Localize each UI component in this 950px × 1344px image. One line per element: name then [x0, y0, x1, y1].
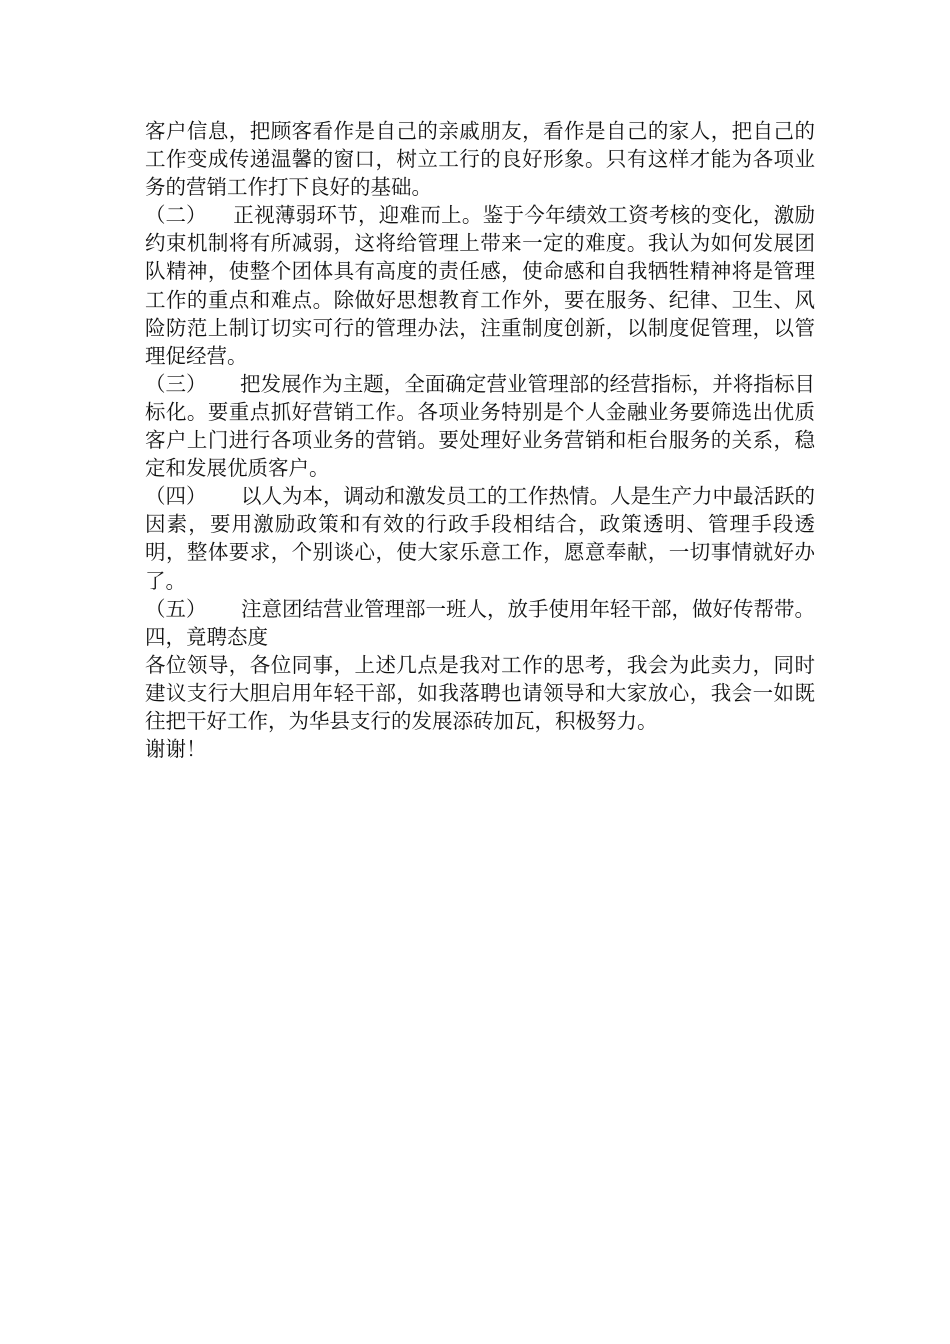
list-item-3-text: 把发展作为主题，全面确定营业管理部的经营指标，并将指标目标化。要重点抓好营销工作。各项业务特别是个人金融业务要筛选出优质客户上门进行各项业务的营销。要处理好业务营销和柜台服务的关系，稳定和发展优质客户。: [145, 371, 815, 481]
list-item-3: [145, 370, 815, 482]
list-item-2-number: （二）: [145, 203, 207, 228]
paragraph-intro-text: 客户信息，把顾客看作是自己的亲戚朋友，看作是自己的家人，把自己的工作变成传递温馨的窗口，树立工行的良好形象。只有这样才能为各项业务的营销工作打下良好的基础。: [145, 119, 815, 200]
list-item-5-number: （五）: [145, 596, 207, 621]
paragraph-intro: [145, 117, 815, 201]
list-item-5: [145, 595, 815, 623]
section-heading-4: [145, 623, 815, 651]
paragraph-thanks-text: 谢谢！: [145, 737, 207, 762]
list-item-5-text: 注意团结营业管理部一班人，放手使用年轻干部，做好传帮带。: [241, 596, 815, 621]
paragraph-closing-text: 各位领导，各位同事，上述几点是我对工作的思考，我会为此卖力，同时建议支行大胆启用年轻干部，如我落聘也请领导和大家放心，我会一如既往把干好工作，为华县支行的发展添砖加瓦，积极努力。: [145, 652, 815, 733]
list-item-2: [145, 201, 815, 370]
list-item-4: [145, 482, 815, 594]
section-heading-4-text: 四，竟聘态度: [145, 624, 268, 649]
document-body: [145, 117, 815, 763]
list-item-2-text: 正视薄弱环节，迎难而上。鉴于今年绩效工资考核的变化，激励约束机制将有所减弱，这将给管理上带来一定的难度。我认为如何发展团队精神，使整个团体具有高度的责任感，使命感和自我牺牲精神将是管理工作的重点和难点。除做好思想教育工作外，要在服务、纪律、卫生、风险防范上制订切实可行的管理办法，注重制度创新，以制度促管理，以管理促经营。: [145, 203, 815, 368]
paragraph-thanks: [145, 735, 815, 763]
list-item-4-number: （四）: [145, 484, 207, 509]
list-item-3-number: （三）: [145, 371, 207, 396]
list-item-4-text: 以人为本，调动和激发员工的工作热情。人是生产力中最活跃的因素，要用激励政策和有效的行政手段相结合，政策透明、管理手段透明，整体要求，个别谈心，使大家乐意工作，愿意奉献，一切事情就好办了。: [145, 484, 815, 593]
paragraph-closing: [145, 651, 815, 735]
